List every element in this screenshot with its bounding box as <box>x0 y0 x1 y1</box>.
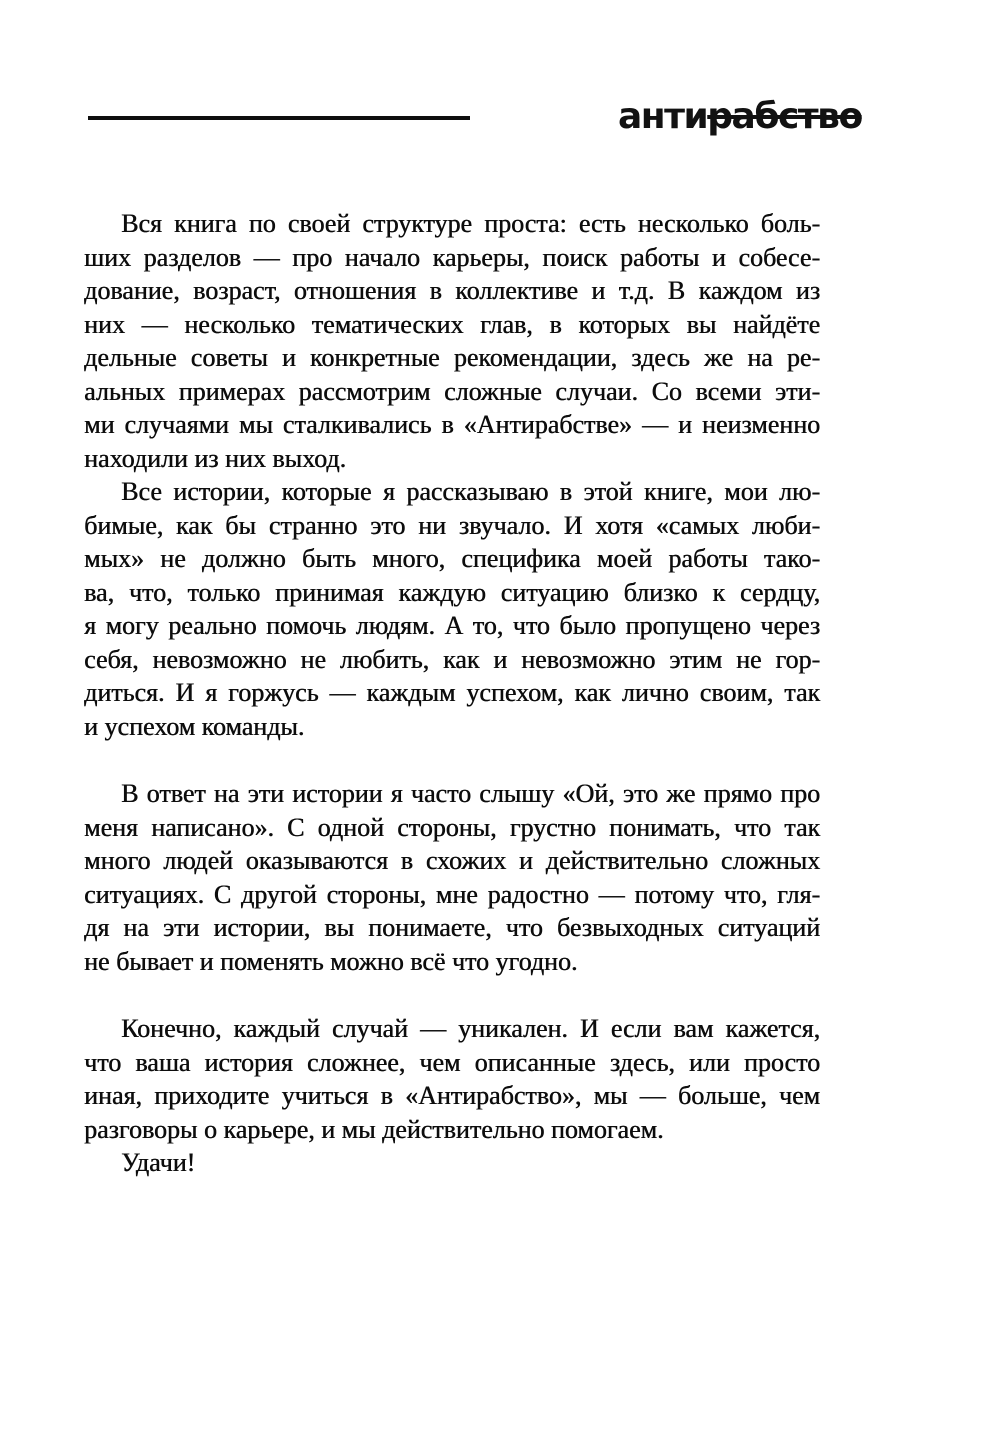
text-line: разговоры о карьере, и мы действительно помогаем. <box>84 1114 664 1144</box>
text-line: Все истории, которые я рассказываю в этой книге, мои лю- <box>121 477 820 506</box>
text-line: них — несколько тематических глав, в которых вы найдёте <box>84 309 820 339</box>
header-rule <box>88 116 470 120</box>
text-line: не бывает и поменять можно всё что угодно. <box>84 946 578 976</box>
text-line: меня написано». С одной стороны, грустно понимать, что так <box>84 812 820 842</box>
text-line: дование, возраст, отношения в коллективе и т.д. В каждом из <box>84 276 820 305</box>
body-text <box>84 207 820 1180</box>
text-line: дельные советы и конкретные рекомендации, здесь же на ре- <box>84 343 820 372</box>
text-line: ситуациях. С другой стороны, мне радостно — потому что, гля- <box>84 879 820 909</box>
text-line: много людей оказываются в схожих и действительно сложных <box>84 846 820 875</box>
text-line: находили из них выход. <box>84 443 346 473</box>
text-line: Вся книга по своей структуре проста: есть несколько боль- <box>121 209 820 238</box>
text-line: дя на эти истории, вы понимаете, что безвыходных ситуаций <box>84 913 820 942</box>
paragraph-5 <box>84 1146 820 1180</box>
paragraph-2 <box>84 475 820 743</box>
paragraph-4 <box>84 1012 820 1146</box>
text-line: диться. И я горжусь — каждым успехом, как лично своим, так <box>84 678 820 707</box>
text-line: я могу реально помочь людям. А то, что было пропущено через <box>84 611 820 640</box>
text-line: мых» не должно быть много, специфика моей работы тако- <box>84 544 820 573</box>
text-line: ших разделов — про начало карьеры, поиск работы и собесе- <box>84 242 820 272</box>
text-line: Конечно, каждый случай — уникален. И если вам кажется, <box>121 1014 820 1043</box>
paragraph-1 <box>84 207 820 475</box>
text-line: ми случаями мы сталкивались в «Антирабстве» — и неизменно <box>84 410 820 439</box>
text-line: Удачи! <box>121 1148 196 1177</box>
text-line: В ответ на эти истории я часто слышу «Ой, это же прямо про <box>121 779 820 808</box>
text-line: что ваша история сложнее, чем описанные здесь, или просто <box>84 1047 820 1077</box>
text-line: бимые, как бы странно это ни звучало. И хотя «самых люби- <box>84 510 820 540</box>
text-line: и успехом команды. <box>84 711 305 741</box>
paragraph-3 <box>84 777 820 978</box>
text-line: иная, приходите учиться в «Антирабство», мы — больше, чем <box>84 1081 820 1110</box>
logo-struck-word: рабство <box>707 96 862 137</box>
logo-prefix: анти <box>618 96 708 137</box>
text-line: себя, невозможно не любить, как и невозможно этим не гор- <box>84 644 820 674</box>
text-line: альных примерах рассмотрим сложные случаи. Со всеми эти- <box>84 376 820 406</box>
brand-logo <box>618 96 862 137</box>
text-line: ва, что, только принимая каждую ситуацию близко к сердцу, <box>84 577 820 607</box>
